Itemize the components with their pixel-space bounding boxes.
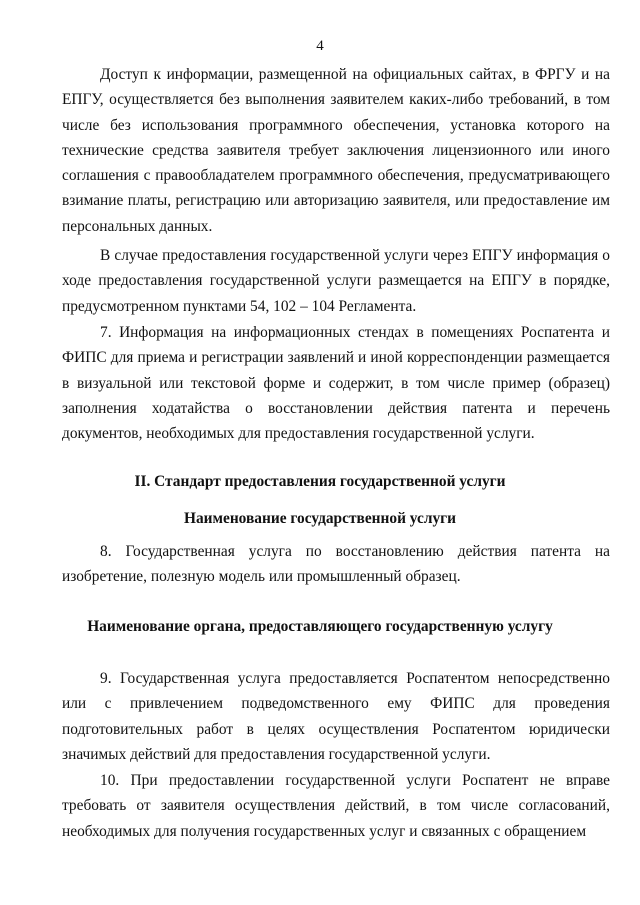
page-number: 4	[316, 38, 324, 54]
paragraph-text: 8. Государственная услуга по восстановлению действия патента на изобретение, полезную модель или промышленный образец.	[62, 543, 610, 586]
section-heading: II. Стандарт предоставления государственной услуги	[134, 473, 506, 490]
paragraph-item-8	[62, 539, 610, 590]
subheading-service-name: Наименование государственной услуги	[183, 510, 457, 527]
paragraph-text: 7. Информация на информационных стендах в помещениях Роспатента и ФИПС для приема и регистрации заявлений и иной корреспонденции размещается в визуальной или текстовой форме и содержит, в том числе пример (образец) заполнения ходатайства о восстановлении действия патента и перечень документов, необходимых для предоставления государственной услуги.	[62, 324, 610, 443]
paragraph-item-7	[62, 320, 610, 446]
paragraph-text: 10. При предоставлении государственной услуги Роспатент не вправе требовать от заявителя осуществления действий, в том числе согласований, необходимых для получения государственных услуг и связанных с обращением	[62, 772, 610, 840]
paragraph-text: 9. Государственная услуга предоставляется Роспатентом непосредственно или с привлечением подведомственного ему ФИПС для проведения подготовительных работ в целях осуществления Роспатентом юридически значимых действий для предоставления государственной услуги.	[62, 670, 610, 763]
paragraph-text: В случае предоставления государственной услуги через ЕПГУ информация о ходе предоставления государственной услуги размещается на ЕПГУ в порядке, предусмотренном пунктами 54, 102 – 104 Регламента.	[62, 247, 610, 315]
subheading-authority-name: Наименование органа, предоставляющего государственную услугу	[87, 618, 553, 635]
paragraph-item-9	[62, 666, 610, 767]
paragraph-epgu-progress	[62, 243, 610, 319]
paragraph-text: Доступ к информации, размещенной на официальных сайтах, в ФРГУ и на ЕПГУ, осуществляется без выполнения заявителем каких-либо требований, в том числе без использования программного обеспечения, установка которого на технические средства заявителя требует заключения лицензионного или иного соглашения с правообладателем программного обеспечения, предусматривающего взимание платы, регистрацию или авторизацию заявителя, или предоставление им персональных данных.	[62, 66, 610, 235]
paragraph-access-info	[62, 62, 610, 239]
paragraph-item-10	[62, 768, 610, 844]
